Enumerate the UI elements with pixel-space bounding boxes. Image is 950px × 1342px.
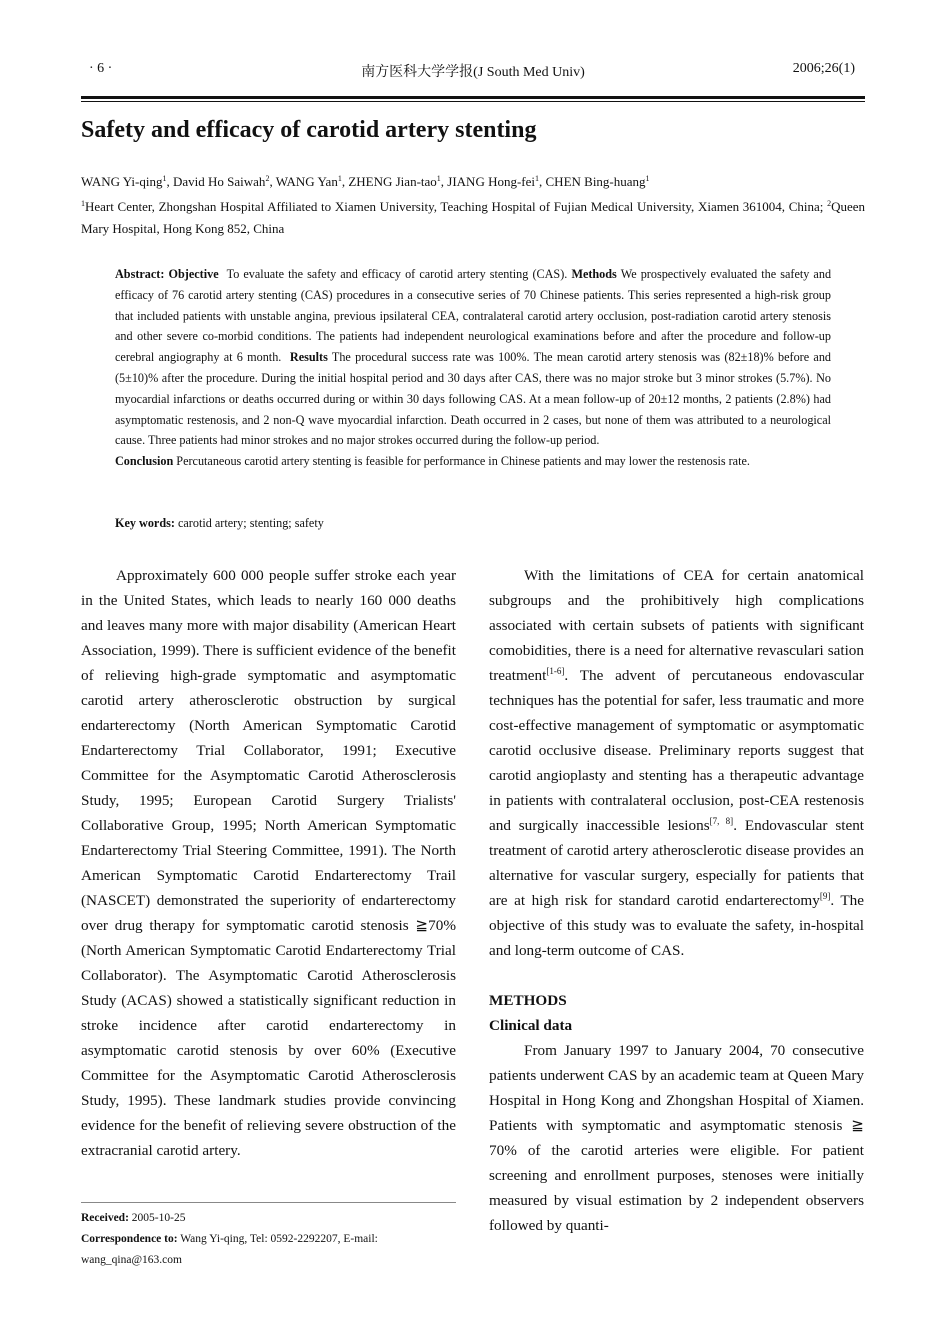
keywords xyxy=(115,516,324,531)
abstract xyxy=(115,264,831,472)
author-name: WANG Yan xyxy=(275,174,338,189)
journal-name: 南方医科大学学报(J South Med Univ) xyxy=(361,65,585,80)
author-name: CHEN Bing-huang xyxy=(545,174,646,189)
keywords-label: Key words: xyxy=(115,516,175,530)
objective-text: To evaluate the safety and efficacy of carotid artery stenting (CAS). xyxy=(226,267,568,281)
results-text: The procedural success rate was 100%. The mean carotid artery stenosis was (82±18)% before and (5±10)% after the procedure. During the initial hospital period and 30 days after CAS, there was no major stroke but 3 minor strokes (5.7%). No myocardial infarctions or deaths occurred during or within 30 days following CAS. At a mean follow-up of 20±12 months, 2 patients (2.8%) had asymptomatic restenosis, and 2 non-Q wave myocardial infarction. Death occurred in 2 cases, but none of them was attributed to a neurological cause. Three patients had minor strokes and no major strokes occurred during the follow-up period. xyxy=(115,350,832,448)
footnote xyxy=(81,1208,456,1271)
methods-paragraph: From January 1997 to January 2004, 70 consecutive patients underwent CAS by an academic team at Queen Mary Hospital in Hong Kong and Zhongshan Hospital of Xiamen. Patients with symptomatic and asymptomatic stenosis ≧ 70% of the carotid arteries were eligible. For patient screening and enrollment purposes, stenoses were initially measured by visual estimation by 2 independent observers followed by quanti- xyxy=(489,1042,864,1234)
results-label: Results xyxy=(289,350,328,365)
page-number: · 6 · xyxy=(89,61,113,76)
article-title: Safety and efficacy of carotid artery stenting xyxy=(81,117,537,143)
received-line: Received: 2005-10-25 xyxy=(81,1212,186,1224)
objective-label: Objective xyxy=(168,267,219,281)
footnote-rule xyxy=(81,1202,456,1203)
body-right-column xyxy=(489,563,864,1238)
author-name: ZHENG Jian-tao xyxy=(348,174,437,189)
intro-paragraph-continued: With the limitations of CEA for certain anatomical subgroups and the prohibitively high complications associated with certain subsets of patients with significant comobidities, there is a need for alternative revasculari sation treatment[1-6]. The advent of percutaneous endovascular techniques has the potential for safer, less traumatic and more cost-effective management of symptomatic or asymptomatic carotid occlusive disease. Preliminary reports suggest that carotid angioplasty and stenting has a therapeutic advantage in patients with contralateral occlusion, post-CEA restenosis and surgically inaccessible lesions[7, 8]. Endovascular stent treatment of carotid artery atherosclerotic disease provides an alternative for vascular surgery, especially for patients that are at high risk for standard carotid endarterectomy[9]. The objective of this study was to evaluate the safety, in-hospital and long-term outcome of CAS. xyxy=(489,567,865,959)
abstract-label: Abstract: xyxy=(115,267,165,281)
citation: [9] xyxy=(819,891,831,901)
author-name: WANG Yi-qing xyxy=(81,174,163,189)
citation: [1-6] xyxy=(546,666,565,676)
header-rule-thick xyxy=(81,96,865,99)
conclusion-text: Percutaneous carotid artery stenting is feasible for performance in Chinese patients and may lower the restenosis rate. xyxy=(176,454,750,469)
author-name: JIANG Hong-fei xyxy=(447,174,536,189)
header-rule-thin xyxy=(81,101,865,102)
intro-paragraph: Approximately 600 000 people suffer stroke each year in the United States, which leads to nearly 160 000 deaths and leaves many more with major disability (American Heart Association, 1999). There is sufficient evidence of the benefit of relieving high-grade symptomatic and asymptomatic carotid artery atherosclerotic obstruction by surgical endarterectomy (North American Symptomatic Carotid Endarterectomy Trial Collaborator, 1991; Executive Committee for the Asymptomatic Carotid Atherosclerosis Study, 1995; European Carotid Surgery Trialists' Collaborative Group, 1995; North American Symptomatic Endarterectomy Trial Steering Committee, 1991). The North American Symptomatic Carotid Endarterectomy Trail (NASCET) demonstrated the superiority of endarterectomy over drug therapy for symptomatic carotid stenosis ≧70% (North American Symptomatic Carotid Endarterectomy Trial Collaborator). The Asymptomatic Carotid Atherosclerosis Study (ACAS) showed a statistically significant reduction in stroke incidence after carotid endarterectomy in asymptomatic carotid stenosis by over 60% (Executive Committee for the Asymptomatic Carotid Atherosclerosis Study, 1995). These landmark studies provide convincing evidence for the benefit of relieving severe obstruction of the extracranial carotid artery. xyxy=(81,567,456,1159)
author-list: WANG Yi-qing$^1$, David Ho Saiwah$^2$, WANG Yan$^1$, ZHENG Jian-tao$^1$, JIANG Hong-fei$^1$, CHEN Bing-huang$^1$ xyxy=(81,174,650,189)
correspondence-line: Correspondence to: Wang Yi-qing, Tel: 0592-2292207, E-mail: wang_qina@163.com xyxy=(81,1233,378,1266)
section-heading: METHODS xyxy=(489,992,567,1009)
body-left-column xyxy=(81,563,456,1163)
conclusion-label: Conclusion xyxy=(115,454,174,469)
subsection-heading: Clinical data xyxy=(489,1017,573,1034)
issue-info: 2006;26(1) xyxy=(792,61,855,76)
citation: [7, 8] xyxy=(709,816,734,826)
affiliations: $^1$Heart Center, Zhongshan Hospital Affiliated to Xiamen University, Teaching Hospital of Fujian Medical University, Xiamen 361004, China; $^2$Queen Mary Hospital, Hong Kong 852, China xyxy=(81,199,865,236)
author-name: David Ho Saiwah xyxy=(173,174,266,189)
methods-text: We prospectively evaluated the safety and efficacy of 76 carotid artery stenting (CAS) procedures in a consecutive series of 70 Chinese patients. This series represented a high-risk group that included patients with unstable angina, previous ipsilateral CEA, contralateral carotid artery occlusion, post-radiation carotid artery stenosis and other severe co-morbid conditions. The patients had independent neurological examinations before and after the procedure and follow-up cerebral angiography at 6 month. xyxy=(115,267,832,365)
methods-label: Methods xyxy=(571,267,617,281)
keywords-text: carotid artery; stenting; safety xyxy=(177,516,324,530)
